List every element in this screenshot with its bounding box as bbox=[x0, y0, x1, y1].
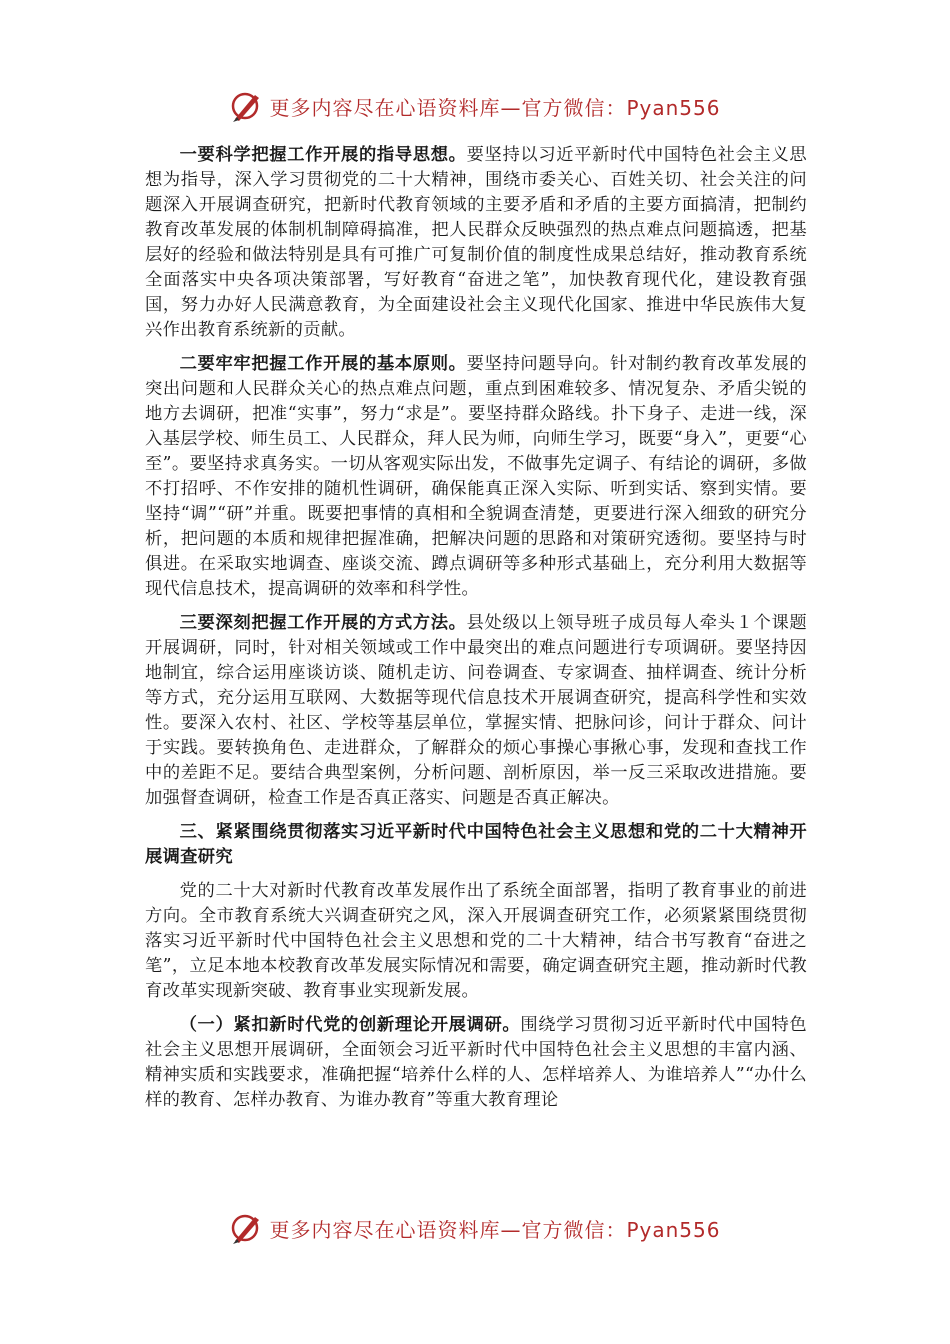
paragraph-text: 要坚持问题导向。针对制约教育改革发展的突出问题和人民群众关心的热点难点问题，重点到困难较多、情况复杂、矛盾尖锐的地方去调研，把准“实事”，努力“求是”。要坚持群众路线。扑下身子、走进一线，深入基层学校、师生员工、人民群众，拜人民为师，向师生学习，既要“身入”，更要“心至”。要坚持求真务实。一切从客观实际出发，不做事先定调子、有结论的调研，多做不打招呼、不作安排的随机性调研，确保能真正深入实际、听到实话、察到实情。要坚持“调”“研”并重。既要把事情的真相和全貌调查清楚，更要进行深入细致的研究分析，把问题的本质和规律把握准确，把解决问题的思路和对策研究透彻。要坚持与时俱进。在采取实地调查、座谈交流、蹲点调研等多种形式基础上，充分利用大数据等现代信息技术，提高调研的效率和科学性。 bbox=[145, 354, 808, 599]
paragraph-text: 要坚持以习近平新时代中国特色社会主义思想为指导，深入学习贯彻党的二十大精神，围绕市委关心、百姓关切、社会关注的问题深入开展调查研究，把新时代教育领域的主要矛盾和矛盾的主要方面搞清，把制约教育改革发展的体制机制障碍搞准，把人民群众反映强烈的热点难点问题搞透，把基层好的经验和做法特别是具有可推广可复制价值的制度性成果总结好，推动教育系统全面落实中央各项决策部署，写好教育“奋进之笔”，加快教育现代化，建设教育强国，努力办好人民满意教育，为全面建设社会主义现代化国家、推进中华民族伟大复兴作出教育系统新的贡献。 bbox=[145, 145, 808, 340]
paragraph-lead: 三要深刻把握工作开展的方式方法。 bbox=[179, 613, 467, 633]
section-heading bbox=[145, 820, 807, 870]
paragraph-text: 围绕学习贯彻习近平新时代中国特色社会主义思想开展调研，全面领会习近平新时代中国特色社会主义思想的丰富内涵、精神实质和实践要求，准确把握“培养什么样的人、怎样培养人、为谁培养人”“办什么样的教育、怎样办教育、为谁办教育”等重大教育理论 bbox=[145, 1015, 807, 1110]
paragraph-guiding-thought bbox=[145, 143, 807, 343]
section-heading-text: 三、紧紧围绕贯彻落实习近平新时代中国特色社会主义思想和党的二十大精神开展调查研究 bbox=[145, 822, 807, 867]
paragraph-section-intro bbox=[145, 879, 807, 1004]
paragraph-lead: 一要科学把握工作开展的指导思想。 bbox=[179, 145, 467, 165]
paragraph-lead: （一）紧扣新时代党的创新理论开展调研。 bbox=[179, 1015, 521, 1035]
paragraph-basic-principles bbox=[145, 352, 807, 602]
watermark-text: 更多内容尽在心语资料库—官方微信：Pyan556 bbox=[269, 1217, 721, 1242]
pen-logo-icon bbox=[229, 89, 263, 123]
paragraph-innovation-theory bbox=[145, 1013, 807, 1113]
paragraph-lead: 二要牢牢把握工作开展的基本原则。 bbox=[179, 354, 467, 374]
watermark-banner-top bbox=[0, 86, 950, 126]
watermark-text: 更多内容尽在心语资料库—官方微信：Pyan556 bbox=[269, 95, 721, 120]
pen-logo-icon bbox=[229, 1211, 263, 1245]
paragraph-methods bbox=[145, 611, 807, 811]
paragraph-text: 县处级以上领导班子成员每人牵头１个课题开展调研，同时，针对相关领域或工作中最突出的难点问题进行专项调研。要坚持因地制宜，综合运用座谈访谈、随机走访、问卷调查、专家调查、抽样调查、统计分析等方式，充分运用互联网、大数据等现代信息技术开展调查研究，提高科学性和实效性。要深入农村、社区、学校等基层单位，掌握实情、把脉问诊，问计于群众、问计于实践。要转换角色、走进群众，了解群众的烦心事操心事揪心事，发现和查找工作中的差距不足。要结合典型案例，分析问题、剖析原因，举一反三采取改进措施。要加强督查调研，检查工作是否真正落实、问题是否真正解决。 bbox=[145, 613, 808, 808]
watermark-banner-bottom bbox=[0, 1208, 950, 1248]
document-body bbox=[145, 143, 807, 1122]
paragraph-text: 党的二十大对新时代教育改革发展作出了系统全面部署，指明了教育事业的前进方向。全市教育系统大兴调查研究之风，深入开展调查研究工作，必须紧紧围绕贯彻落实习近平新时代中国特色社会主义思想和党的二十大精神，结合书写教育“奋进之笔”，立足本地本校教育改革发展实际情况和需要，确定调查研究主题，推动新时代教育改革实现新突破、教育事业实现新发展。 bbox=[145, 881, 807, 1001]
